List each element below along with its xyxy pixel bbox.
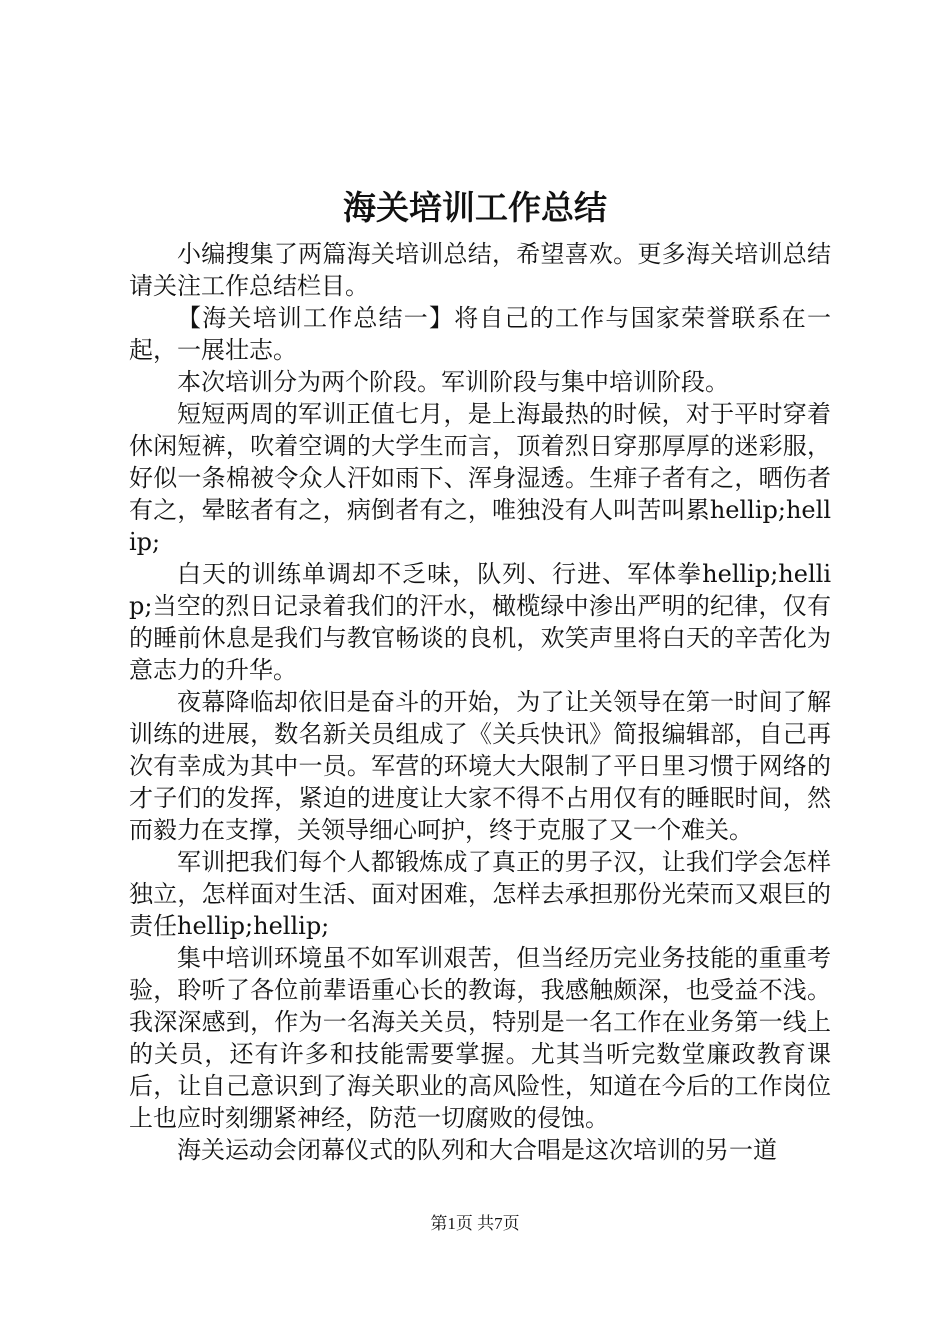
paragraph: 小编搜集了两篇海关培训总结，希望喜欢。更多海关培训总结请关注工作总结栏目。 bbox=[129, 240, 831, 300]
document-body bbox=[129, 238, 831, 1166]
paragraph: 夜幕降临却依旧是奋斗的开始，为了让关领导在第一时间了解训练的进展，数名新关员组成了《关兵快讯》简报编辑部，自己再次有幸成为其中一员。军营的环境大大限制了平日里习惯于网络的才子们的发挥，紧迫的进度让大家不得不占用仅有的睡眠时间，然而毅力在支撑，关领导细心呵护，终于克服了又一个难关。 bbox=[129, 688, 831, 844]
paragraph: 集中培训环境虽不如军训艰苦，但当经历完业务技能的重重考验，聆听了各位前辈语重心长的教诲，我感触颇深，也受益不浅。我深深感到，作为一名海关关员，特别是一名工作在业务第一线上的关员，还有许多和技能需要掌握。尤其当听完数堂廉政教育课后，让自己意识到了海关职业的高风险性，知道在今后的工作岗位上也应时刻绷紧神经，防范一切腐败的侵蚀。 bbox=[129, 944, 831, 1132]
page-footer: 第1页 共7页 bbox=[430, 1214, 520, 1233]
paragraph: 【海关培训工作总结一】将自己的工作与国家荣誉联系在一起，一展壮志。 bbox=[129, 304, 831, 364]
paragraph: 短短两周的军训正值七月，是上海最热的时候，对于平时穿着休闲短裤，吹着空调的大学生而言，顶着烈日穿那厚厚的迷彩服，好似一条棉被令众人汗如雨下、浑身湿透。生痱子者有之，晒伤者有之，晕眩者有之，病倒者有之，唯独没有人叫苦叫累hellip;hellip; bbox=[129, 400, 831, 556]
document-title: 海关培训工作总结 bbox=[343, 188, 607, 227]
paragraph: 本次培训分为两个阶段。军训阶段与集中培训阶段。 bbox=[177, 368, 729, 396]
paragraph: 海关运动会闭幕仪式的队列和大合唱是这次培训的另一道 bbox=[177, 1136, 777, 1164]
paragraph: 军训把我们每个人都锻炼成了真正的男子汉，让我们学会怎样独立，怎样面对生活、面对困难，怎样去承担那份光荣而又艰巨的责任hellip;hellip; bbox=[129, 848, 831, 940]
paragraph: 白天的训练单调却不乏味，队列、行进、军体拳hellip;hellip;当空的烈日记录着我们的汗水，橄榄绿中渗出严明的纪律，仅有的睡前休息是我们与教官畅谈的良机，欢笑声里将白天的辛苦化为意志力的升华。 bbox=[129, 560, 831, 684]
